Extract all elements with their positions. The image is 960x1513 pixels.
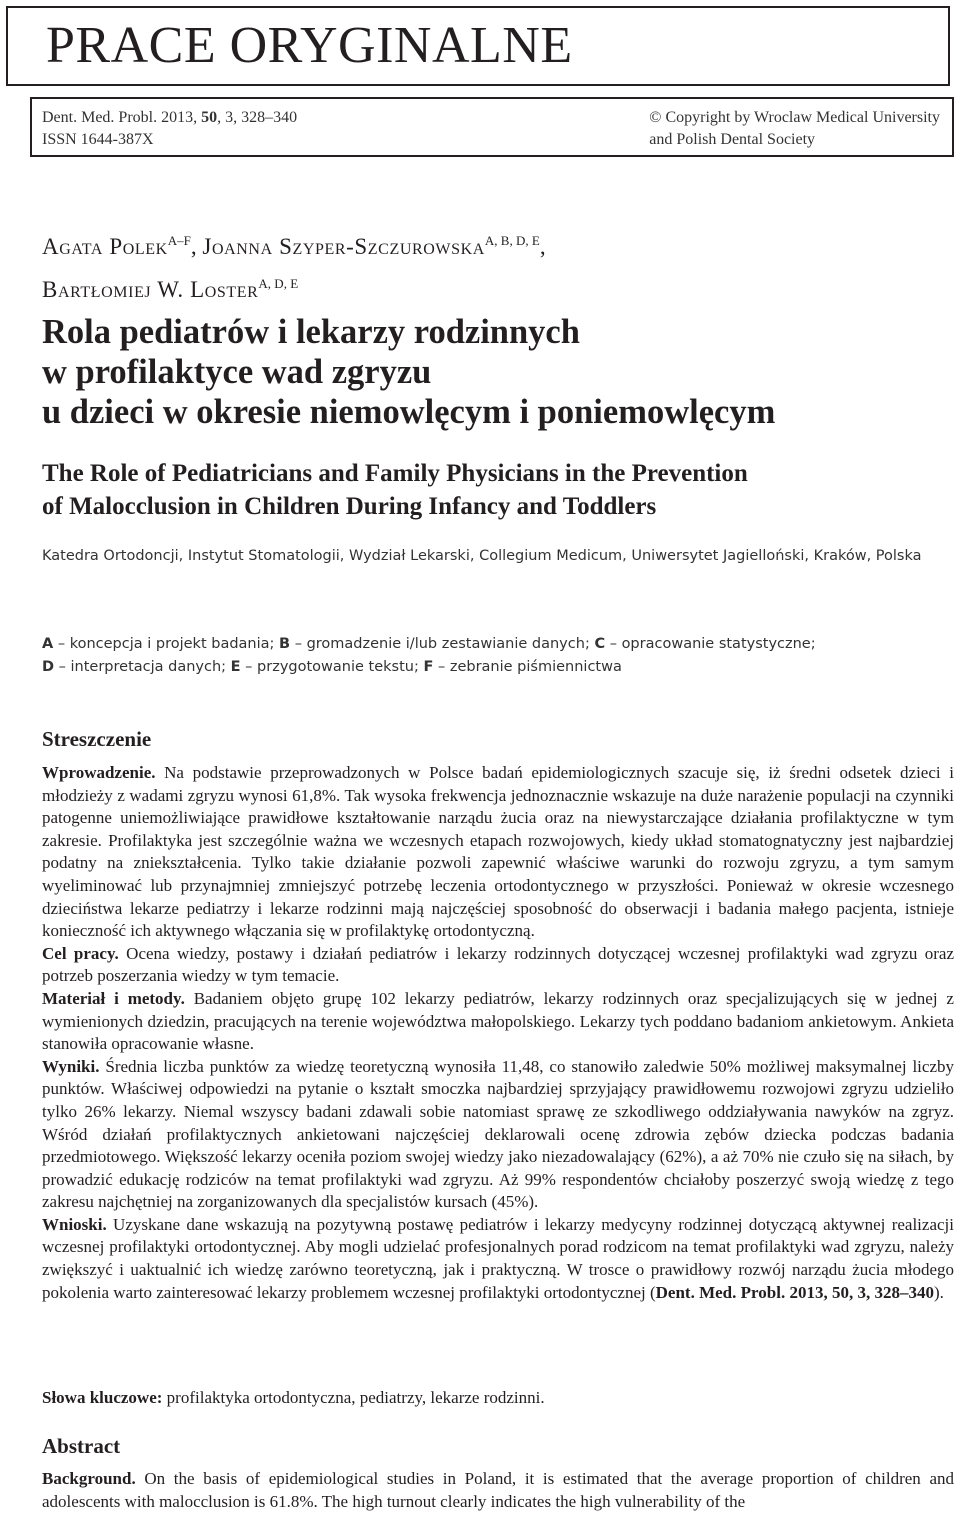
- role-text: interpretacja danych: [70, 659, 222, 675]
- role-text: opracowanie statystyczne: [621, 636, 811, 652]
- citation-block: [42, 107, 297, 151]
- journal-meta-box: [30, 97, 954, 157]
- contribution-legend: A – koncepcja i projekt badania; B – gromadzenie i/lub zestawianie danych; C – opracowanie statystyczne; D – interpretacja danych; E – przygotowanie tekstu; F – zebranie piśmiennictwa: [42, 636, 816, 675]
- paragraph-methods: [42, 988, 954, 1056]
- role-text: zebranie piśmiennictwa: [449, 659, 622, 675]
- role-key: A: [42, 636, 54, 652]
- role-key: D: [42, 659, 55, 675]
- paragraph-text: Ocena wiedzy, postawy i działań pediatrów i lekarzy rodzinnych dotyczącej wczesnej profilaktyki wad zgryzu oraz potrzeb poszerzania wiedzy w tym temacie.: [42, 943, 954, 986]
- streszczenie-heading: Streszczenie: [42, 727, 152, 751]
- author-roles: A–F: [167, 233, 191, 248]
- author-roles: A, D, E: [258, 276, 299, 291]
- paragraph-conclusions: [42, 1214, 954, 1304]
- abstract-body: [42, 1468, 954, 1513]
- keywords: [42, 1387, 942, 1409]
- paragraph-label: Materiał i metody.: [42, 988, 185, 1008]
- copyright-line-2: and Polish Dental Society: [649, 131, 816, 148]
- role-text: koncepcja i projekt badania: [69, 636, 270, 652]
- role-text: gromadzenie i/lub zestawianie danych: [306, 636, 585, 652]
- paragraph-text: Uzyskane dane wskazują na pozytywną postawę pediatrów i lekarzy medycyny rodzinnej dotyczącą aktywnej realizacji wczesnej profilaktyki ortodontycznej. Aby mogli udzielać profesjonalnych porad rodzicom na temat profilaktyki wad zgryzu, należy zwiększyć i uaktualnić ich wiedzę zarówno teoretyczną, jak i praktyczną. W trosce o prawidłowy rozwój narządu żucia młodego pokolenia warto zainteresować lekarzy problemem wczesnej profilaktyki ortodontycznej (: [42, 1214, 954, 1302]
- title-line: u dzieci w okresie niemowlęcym i poniemowlęcym: [42, 393, 776, 431]
- keywords-label: Słowa kluczowe:: [42, 1388, 163, 1407]
- title-line: w profilaktyce wad zgryzu: [42, 353, 432, 391]
- title-line: Rola pediatrów i lekarzy rodzinnych: [42, 313, 580, 351]
- paragraph-label: Background.: [42, 1469, 136, 1488]
- author-roles: A, B, D, E: [484, 233, 540, 248]
- citation-suffix: , 3, 328–340: [217, 109, 298, 126]
- paragraph-text: Badaniem objęto grupę 102 lekarzy pediatrów, lekarzy rodzinnych oraz specjalizujących się w jednej z wymienionych dziedzin, pracujących na terenie województwa małopolskiego. Lekarzy tych poddano badaniom ankietowym. Ankieta stanowiła opracowanie własne.: [42, 988, 954, 1054]
- copyright-block: [649, 107, 940, 151]
- paragraph-text: Na podstawie przeprowadzonych w Polsce badań epidemiologicznych szacuje się, iż średni odsetek dzieci i młodzieży z wadami zgryzu wynosi 61,8%. Tak wysoka frekwencja jednoznacznie wskazuje na duże narażenie populacji na czynniki patogenne uniemożliwiające prawidłowe kształtowanie narządu żucia oraz na niewystarczające działania profilaktyczne w tym zakresie. Profilaktyka jest szczególnie ważna we wczesnych etapach rozwojowych, kiedy układ stomatognatyczny jest najbardziej podatny na zniekształcenia. Tylko takie działanie pozwoli zapewnić właściwe warunki do rozwoju zgryzu, a tym samym wyeliminować lub przynajmniej zmniejszyć potrzebę leczenia ortodontycznego w przyszłości. Ponieważ w okresie wczesnego dzieciństwa lekarze pediatrzy i lekarze rodzinni mają najczęściej sposobność do obserwacji i badania małego pacjenta, istnieje konieczność ich aktywnego włączania się w profilaktykę ortodontyczną.: [42, 763, 954, 941]
- citation-inline: Dent. Med. Probl. 2013, 50, 3, 328–340: [655, 1282, 934, 1302]
- role-key: C: [594, 636, 606, 652]
- keywords-text: profilaktyka ortodontyczna, pediatrzy, lekarze rodzinni.: [162, 1388, 545, 1407]
- banner-title: PRACE ORYGINALNE: [46, 17, 573, 74]
- abstract-heading: Abstract: [42, 1434, 121, 1458]
- paragraph-label: Wnioski.: [42, 1214, 107, 1234]
- paragraph-results: [42, 1056, 954, 1214]
- issn: ISSN 1644-387X: [42, 131, 154, 148]
- author-name: Bartłomiej W. Loster: [42, 277, 259, 302]
- copyright-line-1: © Copyright by Wroclaw Medical University: [649, 109, 940, 126]
- citation-prefix: Dent. Med. Probl. 2013,: [42, 109, 202, 126]
- paragraph-background: [42, 1468, 954, 1513]
- citation-volume: 50: [201, 109, 218, 126]
- role-key: F: [423, 659, 434, 675]
- paragraph-text: Średnia liczba punktów za wiedzę teoretyczną wynosiła 11,48, co stanowiło zaledwie 50% możliwej maksymalnej liczby punktów. Właściwej odpowiedzi na pytanie o kształt smoczka najbardziej sprzyjający prawidłowemu rozwojowi zgryzu udzieliło tylko 26% lekarzy. Niemal wszyscy badani zdawali sobie natomiast sprawę ze szkodliwego oddziaływania nawyków na zgryz. Wśród działań profilaktycznych ankietowani najczęściej deklarowali ocenę zdrowia zębów dziecka podczas badania przedmiotowego. Większość lekarzy oceniła poziom swojej wiedzy jako niezadowalający (62%), a aż 70% nie czuło się na siłach, by prowadzić edukację rodziców na temat profilaktyki wad zgryzu. Aż 99% respondentów chciałoby poszerzyć swoją wiedzę z tego zakresu najchętniej na zorganizowanych dla specjalistów kursach (45%).: [42, 1056, 954, 1212]
- title-line: The Role of Pediatricians and Family Physicians in the Prevention: [42, 460, 748, 487]
- paragraph-label: Wyniki.: [42, 1056, 100, 1076]
- author-separator: ,: [539, 234, 546, 259]
- role-key: B: [279, 636, 291, 652]
- streszczenie-body: [42, 762, 954, 1304]
- title-line: of Malocclusion in Children During Infancy and Toddlers: [42, 493, 657, 520]
- section-banner: [6, 6, 950, 86]
- paragraph-aim: [42, 943, 954, 988]
- journal-citation: [42, 107, 297, 129]
- role-key: E: [230, 659, 241, 675]
- author-list: [42, 222, 922, 308]
- paragraph-text: On the basis of epidemiological studies in Poland, it is estimated that the average proportion of children and adolescents with malocclusion is 61.8%. The high turnout clearly indicates the high vulnerability of the: [42, 1469, 954, 1511]
- article-title-english: [42, 457, 942, 523]
- affiliation: Katedra Ortodoncji, Instytut Stomatologii, Wydział Lekarski, Collegium Medicum, Uniwersytet Jagielloński, Kraków, Polska: [42, 548, 922, 564]
- paragraph-text: ).: [933, 1282, 944, 1302]
- author-name: Agata Polek: [42, 234, 168, 259]
- paragraph-label: Wprowadzenie.: [42, 763, 156, 782]
- paragraph-introduction: [42, 762, 954, 943]
- author-name: Joanna Szyper-Szczurowska: [202, 234, 485, 259]
- article-title-polish: [42, 312, 942, 432]
- author-separator: ,: [190, 234, 203, 259]
- role-text: przygotowanie tekstu: [257, 659, 414, 675]
- paragraph-label: Cel pracy.: [42, 943, 119, 963]
